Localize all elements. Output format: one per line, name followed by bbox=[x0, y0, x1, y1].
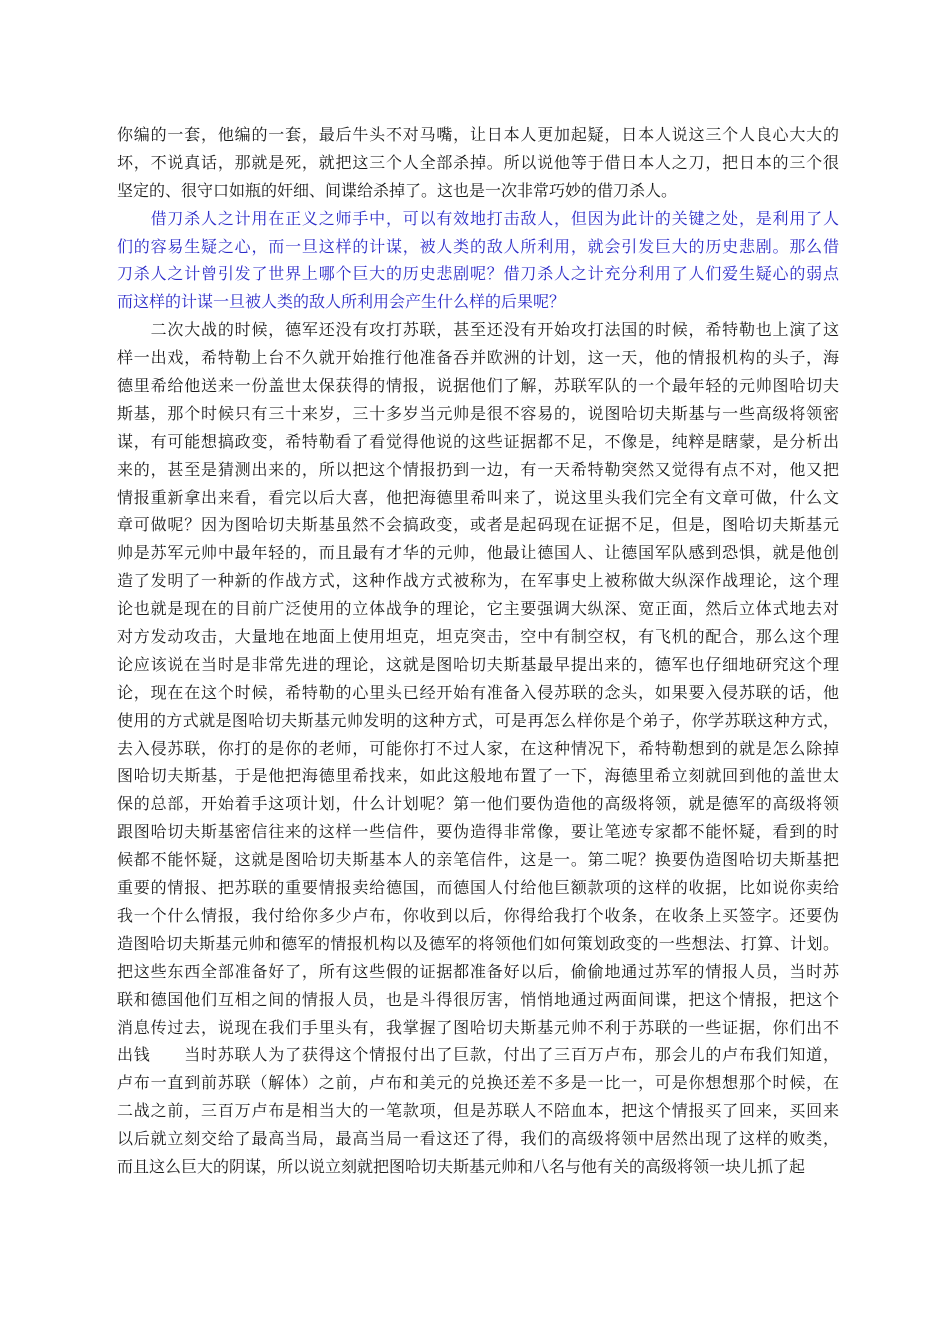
text-line: 来的，甚至是猜测出来的，所以把这个情报扔到一边，有一天希特勒突然又觉得有点不对，他又把 bbox=[117, 459, 839, 479]
text-line: 斯基，那个时候只有三十来岁，三十多岁当元帅是很不容易的，说图哈切夫斯基与一些高级将领密 bbox=[117, 403, 839, 423]
text-line: 重要的情报、把苏联的重要情报卖给德国，而德国人付给他巨额款项的这样的收据，比如说你卖给 bbox=[117, 878, 839, 898]
text-line: 二战之前，三百万卢布是相当大的一笔款项，但是苏联人不陪血本，把这个情报买了回来，买回来 bbox=[117, 1101, 839, 1121]
text-line: 你编的一套，他编的一套，最后牛头不对马嘴，让日本人更加起疑，日本人说这三个人良心大大的 bbox=[117, 125, 839, 144]
text-line: 论应该说在当时是非常先进的理论，这就是图哈切夫斯基最早提出来的，德军也仔细地研究这个理 bbox=[117, 654, 839, 674]
text-line: 样一出戏，希特勒上台不久就开始推行他准备吞并欧洲的计划，这一天，他的情报机构的头子，海 bbox=[117, 348, 839, 368]
text-line: 消息传过去，说现在我们手里头有，我掌握了图哈切夫斯基元帅不利于苏联的一些证据，你们出不 bbox=[117, 1017, 839, 1037]
document-page bbox=[117, 121, 839, 1181]
text-line: 把这些东西全部准备好了，所有这些假的证据都准备好以后，偷偷地通过苏军的情报人员，当时苏 bbox=[117, 961, 839, 981]
text-line: 卢布一直到前苏联（解体）之前，卢布和美元的兑换还差不多是一比一，可是你想想那个时候，在 bbox=[117, 1073, 839, 1093]
text-line: 造图哈切夫斯基元帅和德军的情报机构以及德军的将领他们如何策划政变的一些想法、打算、计划。 bbox=[117, 933, 839, 953]
text-line: 而且这么巨大的阴谋，所以说立刻就把图哈切夫斯基元帅和八名与他有关的高级将领一块儿抓了起 bbox=[117, 1156, 806, 1176]
body-paragraph bbox=[117, 121, 839, 205]
text-line: 谋，有可能想搞政变，希特勒看了看觉得他说的这些证据都不足，不像是，纯粹是瞎蒙，是分析出 bbox=[117, 431, 839, 451]
text-line: 以后就立刻交给了最高当局，最高当局一看这还了得，我们的高级将领中居然出现了这样的败类， bbox=[117, 1129, 839, 1149]
text-line: 保的总部，开始着手这项计划，什么计划呢？第一他们要伪造他的高级将领，就是德军的高级将领 bbox=[117, 794, 839, 814]
text-line: 图哈切夫斯基，于是他把海德里希找来，如此这般地布置了一下，海德里希立刻就回到他的盖世太 bbox=[117, 766, 839, 786]
text-line: 使用的方式就是图哈切夫斯基元帅发明的这种方式，可是再怎么样你是个弟子，你学苏联这种方式， bbox=[117, 710, 839, 730]
text-line: 们的容易生疑之心，而一旦这样的计谋，被人类的敌人所利用，就会引发巨大的历史悲剧。那么借 bbox=[117, 236, 839, 256]
text-line: 对方发动攻击，大量地在地面上使用坦克，坦克突击，空中有制空权，有飞机的配合，那么这个理 bbox=[117, 627, 839, 647]
text-line: 二次大战的时候，德军还没有攻打苏联，甚至还没有开始攻打法国的时候，希特勒也上演了这 bbox=[117, 320, 839, 340]
text-line: 出钱 当时苏联人为了获得这个情报付出了巨款，付出了三百万卢布，那会儿的卢布我们知道， bbox=[117, 1045, 839, 1065]
text-line: 论也就是现在的目前广泛使用的立体战争的理论，它主要强调大纵深、宽正面，然后立体式地去对 bbox=[117, 599, 839, 619]
text-line: 候都不能怀疑，这就是图哈切夫斯基本人的亲笔信件，这是一。第二呢？换要伪造图哈切夫斯基把 bbox=[117, 850, 839, 870]
text-line: 情报重新拿出来看，看完以后大喜，他把海德里希叫来了，说这里头我们完全有文章可做，什么文 bbox=[117, 487, 839, 507]
highlighted-paragraph bbox=[117, 205, 839, 317]
text-line: 坚定的、很守口如瓶的奸细、间谍给杀掉了。这也是一次非常巧妙的借刀杀人。 bbox=[117, 180, 678, 200]
text-line: 而这样的计谋一旦被人类的敌人所利用会产生什么样的后果呢？ bbox=[117, 292, 566, 312]
text-line: 去入侵苏联，你打的是你的老师，可能你打不过人家，在这种情况下，希特勒想到的就是怎么除掉 bbox=[117, 738, 839, 758]
text-line: 造了发明了一种新的作战方式，这种作战方式被称为，在军事史上被称做大纵深作战理论，这个理 bbox=[117, 571, 839, 591]
text-line: 坏，不说真话，那就是死，就把这三个人全部杀掉。所以说他等于借日本人之刀，把日本的三个很 bbox=[117, 152, 839, 172]
text-line: 我一个什么情报，我付给你多少卢布，你收到以后，你得给我打个收条，在收条上买签字。还要伪 bbox=[117, 905, 839, 925]
text-line: 借刀杀人之计用在正义之师手中，可以有效地打击敌人，但因为此计的关键之处，是利用了人 bbox=[117, 208, 839, 228]
text-line: 帅是苏军元帅中最年轻的，而且最有才华的元帅，他最让德国人、让德国军队感到恐惧，就是他创 bbox=[117, 543, 839, 563]
text-line: 论，现在在这个时候，希特勒的心里头已经开始有准备入侵苏联的念头，如果要入侵苏联的话，他 bbox=[117, 682, 839, 702]
text-line: 德里希给他送来一份盖世太保获得的情报，说据他们了解，苏联军队的一个最年轻的元帅图哈切夫 bbox=[117, 376, 839, 396]
text-line: 联和德国他们互相之间的情报人员，也是斗得很厉害，悄悄地通过两面间谍，把这个情报，把这个 bbox=[117, 989, 839, 1009]
text-line: 刀杀人之计曾引发了世界上哪个巨大的历史悲剧呢？借刀杀人之计充分利用了人们爱生疑心的弱点 bbox=[117, 264, 839, 284]
text-line: 章可做呢？因为图哈切夫斯基虽然不会搞政变，或者是起码现在证据不足，但是，图哈切夫斯基元 bbox=[117, 515, 839, 535]
body-paragraph bbox=[117, 316, 839, 1181]
text-line: 跟图哈切夫斯基密信往来的这样一些信件，要伪造得非常像，要让笔迹专家都不能怀疑，看到的时 bbox=[117, 822, 839, 842]
